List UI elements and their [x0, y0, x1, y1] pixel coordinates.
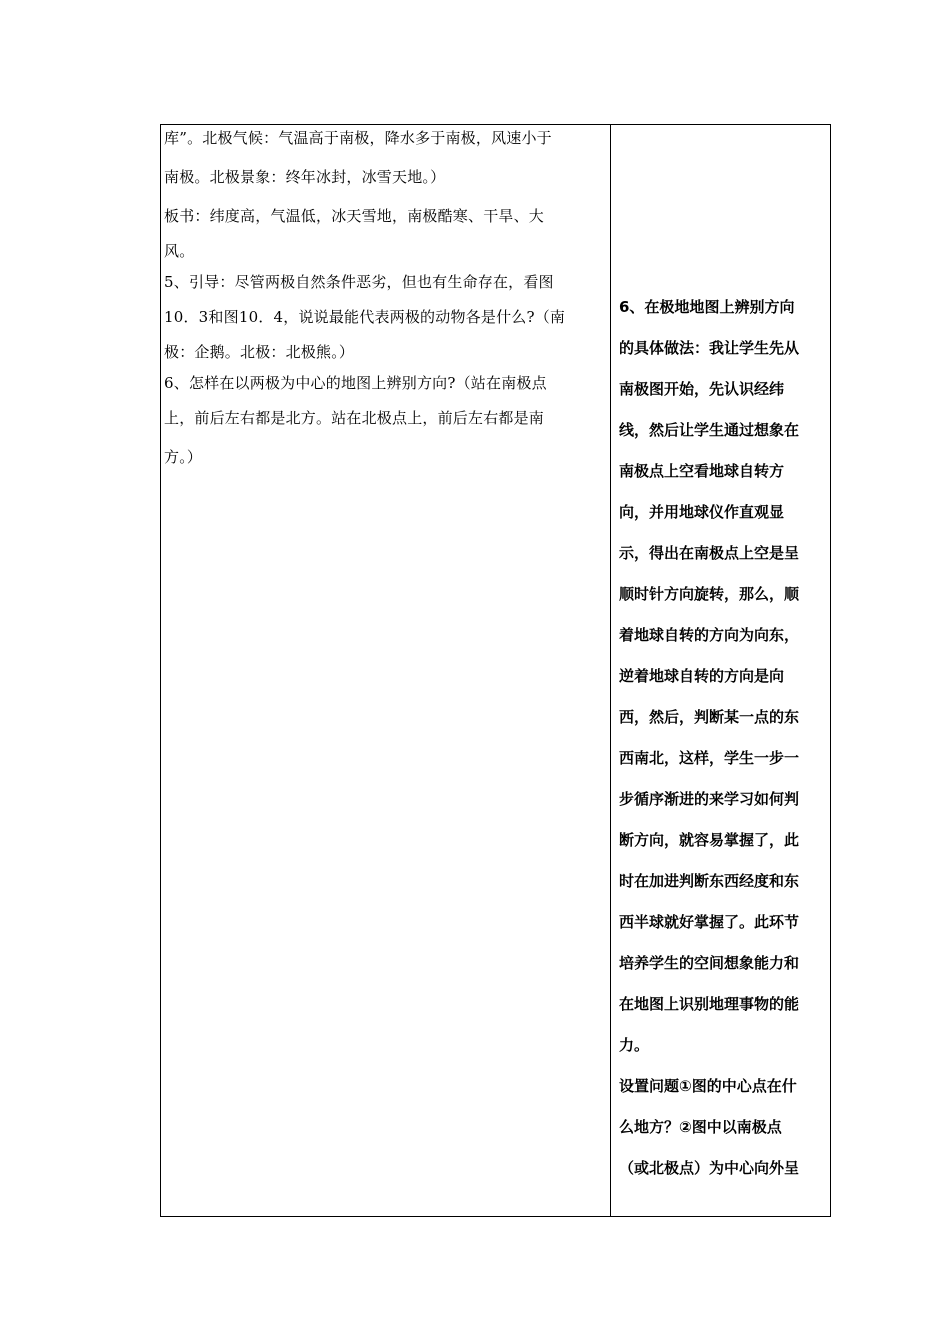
text-line: 着地球自转的方向为向东，	[619, 626, 800, 644]
text-line: 板书：纬度高，气温低，冰天雪地，南极酷寒、干旱、大	[164, 207, 545, 225]
text-line: 南极图开始，先认识经纬	[619, 380, 785, 398]
cell-spacer	[619, 125, 822, 287]
text-line: 10．3和图10．4，说说最能代表两极的动物各是什么?（南	[164, 308, 566, 326]
text-line: 南极点上空看地球自转方	[619, 462, 785, 480]
text-line: 的具体做法：我让学生先从	[619, 339, 800, 357]
text-line: 南极。北极景象：终年冰封，冰雪天地。）	[164, 168, 446, 186]
text-line: 上，前后左右都是北方。站在北极点上，前后左右都是南	[164, 409, 545, 427]
text-line: 顺时针方向旋转，那么，顺	[619, 585, 800, 603]
text-line: 么地方？②图中以南极点	[619, 1118, 782, 1136]
text-line: 西南北，这样，学生一步一	[619, 749, 800, 767]
text-line: 示，得出在南极点上空是呈	[619, 544, 800, 562]
text-line: 力。	[619, 1036, 650, 1054]
text-line: 5、引导：尽管两极自然条件恶劣，但也有生命存在，看图	[164, 273, 554, 291]
text-line: （或北极点）为中心向外呈	[619, 1159, 800, 1177]
text-line: 风。	[164, 242, 195, 260]
text-line: 6、在极地地图上辨别方向	[619, 298, 795, 316]
text-line: 线，然后让学生通过想象在	[619, 421, 800, 439]
text-line: 库”。北极气候：气温高于南极，降水多于南极，风速小于	[164, 129, 552, 147]
design-intent-cell	[611, 125, 830, 1216]
text-line: 设置问题①图的中心点在什	[619, 1077, 797, 1095]
text-line: 时在加进判断东西经度和东	[619, 872, 800, 890]
text-line: 极：企鹅。北极：北极熊。）	[164, 343, 355, 361]
text-line: 西，然后，判断某一点的东	[619, 708, 800, 726]
text-line: 逆着地球自转的方向是向	[619, 667, 785, 685]
text-line: 断方向，就容易掌握了，此	[619, 831, 800, 849]
text-line: 西半球就好掌握了。此环节	[619, 913, 800, 931]
text-line: 6、怎样在以两极为中心的地图上辨别方向?（站在南极点	[164, 374, 547, 392]
text-line: 方。）	[164, 448, 203, 466]
lesson-plan-table	[160, 124, 831, 1217]
text-line: 培养学生的空间想象能力和	[619, 954, 800, 972]
text-line: 向，并用地球仪作直观显	[619, 503, 785, 521]
text-line: 步循序渐进的来学习如何判	[619, 790, 800, 808]
text-line: 在地图上识别地理事物的能	[619, 995, 800, 1013]
teaching-process-cell	[161, 125, 611, 1216]
